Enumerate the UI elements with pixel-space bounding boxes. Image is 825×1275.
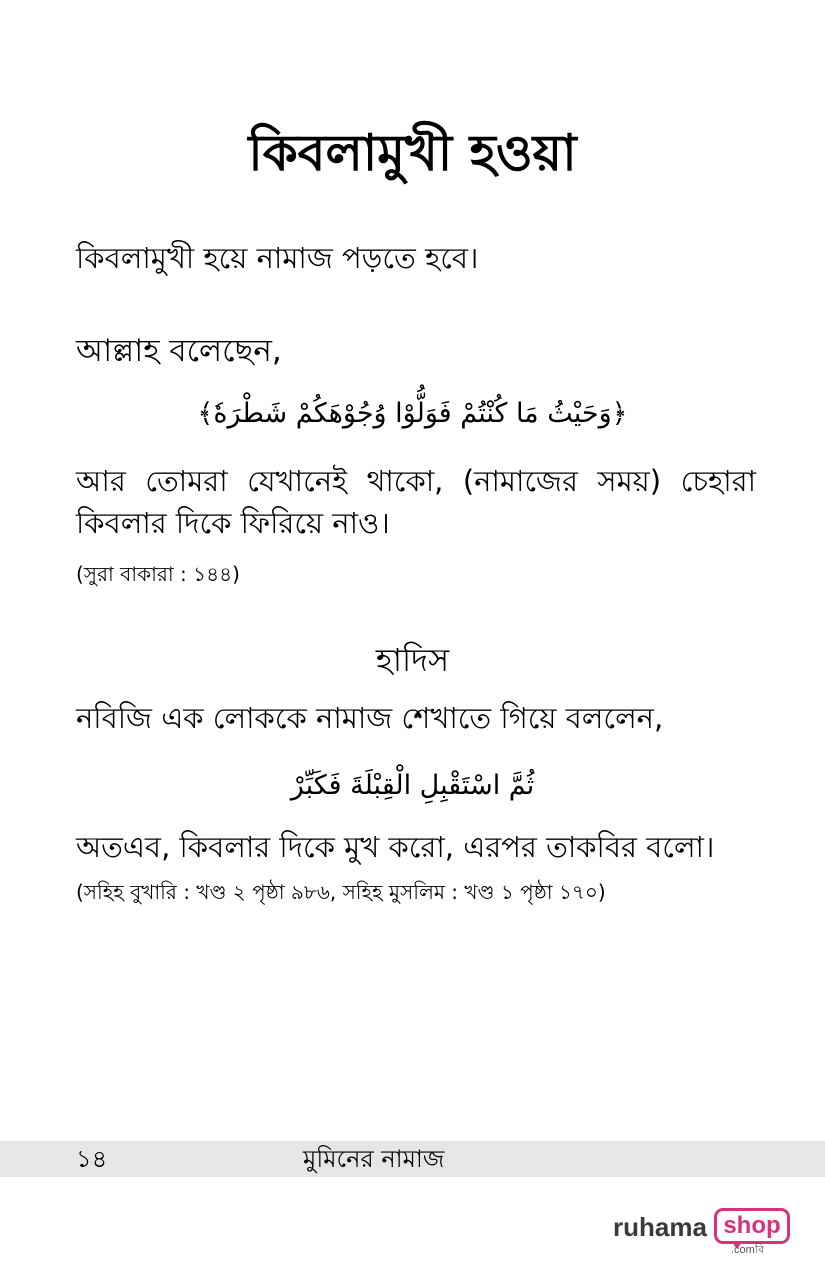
logo-shop-badge (714, 1208, 790, 1244)
page-title: কিবলামুখী হওয়া (248, 124, 577, 182)
quran-reference: (সুরা বাকারা : ১৪৪) (76, 562, 240, 586)
logo-shop-text: shop (723, 1212, 781, 1239)
hadith-heading: হাদিস (375, 641, 450, 679)
hadith-intro: নবিজি এক লোককে নামাজ শেখাতে গিয়ে বললেন, (76, 701, 664, 735)
allah-said-text: আল্লাহ বলেছেন, (76, 333, 282, 369)
hadith-reference: (সহিহ বুখারি : খণ্ড ২ পৃষ্ঠা ৯৮৬, সহিহ মুসলিম : খণ্ড ১ পৃষ্ঠা ১৭০) (76, 880, 606, 904)
quran-arabic-verse: ﴿وَحَيْثُ مَا كُنْتُمْ فَوَلُّوْا وُجُوْهَكُمْ شَطْرَهٗ﴾ (197, 398, 628, 429)
quran-translation: আর তোমরা যেখানেই থাকো, (নামাজের সময়) চেহারা কিবলার দিকে ফিরিয়ে নাও। (76, 464, 756, 540)
hadith-arabic-text: ثُمَّ اسْتَقْبِلِ الْقِبْلَةَ فَكَبِّرْ (290, 770, 535, 801)
logo-com-text: .comবি (731, 1244, 765, 1256)
page-number: ১৪ (76, 1145, 108, 1173)
book-title: মুমিনের নামাজ (303, 1145, 445, 1173)
logo-ruhama-text: ruhama (613, 1212, 707, 1242)
hadith-translation: অতএব, কিবলার দিকে মুখ করো, এরপর তাকবির বলো। (76, 830, 715, 864)
intro-text: কিবলামুখী হয়ে নামাজ পড়তে হবে। (76, 241, 479, 275)
